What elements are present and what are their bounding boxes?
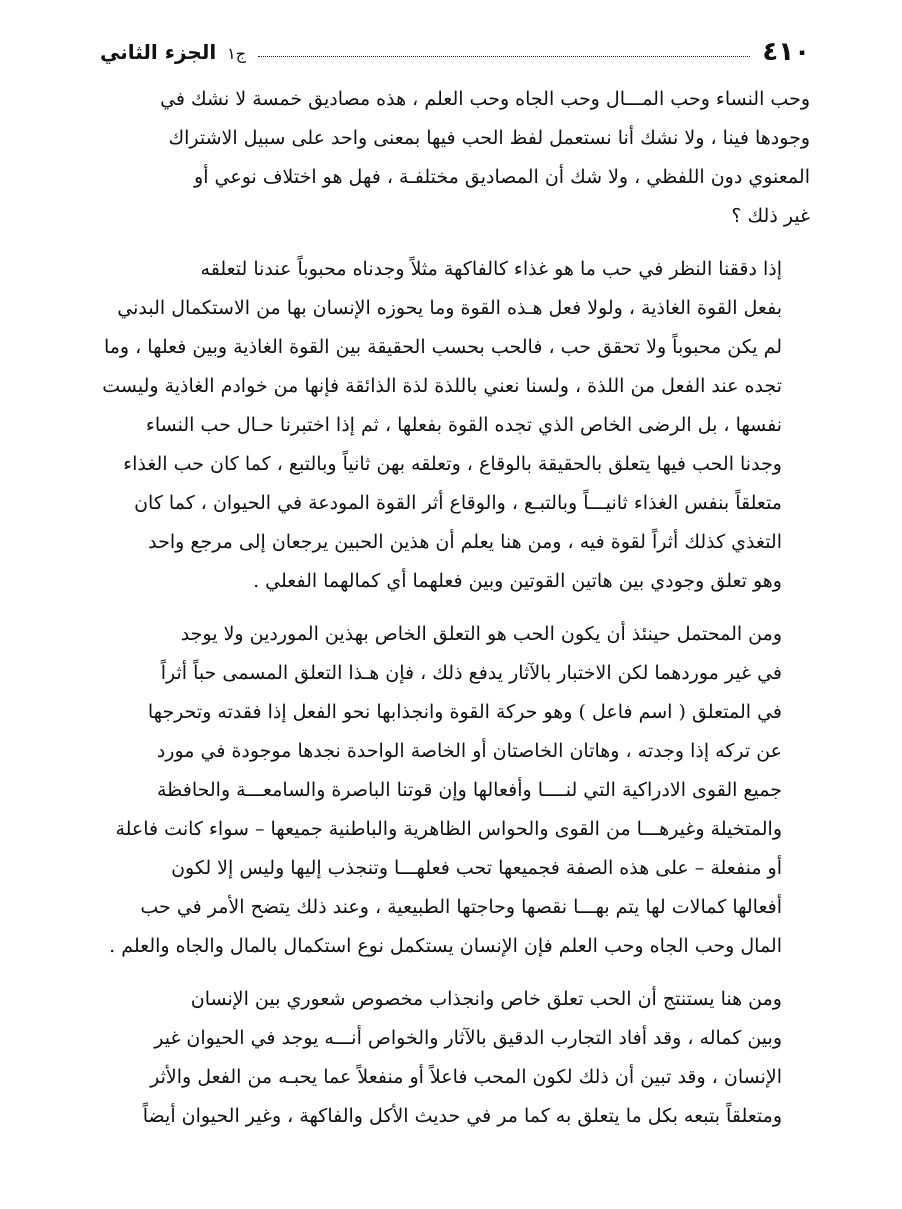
text-line: إذا دققنا النظر في حب ما هو غذاء كالفاكهة مثلاً وجدناه محبوباً عندنا لتعلقه xyxy=(200,258,782,280)
paragraph xyxy=(100,980,810,1136)
book-page xyxy=(100,30,810,1136)
text-line: عن تركه إذا وجدته ، وهاتان الخاصتان أو الخاصة الواحدة نجدها موجودة في مورد xyxy=(156,740,782,762)
text-line: في المتعلق ( اسم فاعل ) وهو حركة القوة وانجذابها نحو الفعل إذا فقدته وتحرجها xyxy=(147,701,782,723)
text-line: ومن المحتمل حينئذ أن يكون الحب هو التعلق الخاص بهذين الموردين ولا يوجد xyxy=(180,623,782,645)
text-line: وهو تعلق وجودي بين هاتين القوتين وبين فعلهما أي كمالهما الفعلي . xyxy=(253,570,782,592)
text-line: الإنسان ، وقد تبين أن ذلك لكون المحب فاعلاً أو منفعلاً عما يحبـه من الفعل والأثر xyxy=(150,1066,782,1088)
paragraph xyxy=(100,250,810,601)
paragraph xyxy=(100,615,810,966)
text-line: أو منفعلة – على هذه الصفة فجميعها تحب فعلهـــا وتنجذب إليها وليس إلا لكون xyxy=(171,857,782,879)
part-title: الجزء الثاني xyxy=(100,40,217,64)
text-line: في غير موردهما لكن الاختبار بالآثار يدفع ذلك ، فإن هـذا التعلق المسمى حباً أثراً xyxy=(160,662,782,684)
page-body xyxy=(100,80,810,1136)
paragraph xyxy=(100,80,810,236)
text-line: بفعل القوة الغاذية ، ولولا فعل هـذه القوة وما يحوزه الإنسان بها من الاستكمال البدني xyxy=(117,297,782,319)
volume-label: ج١ xyxy=(227,44,247,63)
text-line: المال وحب الجاه وحب العلم فإن الإنسان يستكمل نوع استكمال بالمال والجاه والعلم . xyxy=(109,935,782,957)
text-line: غير ذلك ؟ xyxy=(731,205,810,227)
text-line: ومتعلقاً بتبعه بكل ما يتعلق به كما مر في حديث الأكل والفاكهة ، وغير الحيوان أيضاً xyxy=(142,1105,782,1127)
text-line: وحب النساء وحب المـــال وحب الجاه وحب العلم ، هذه مصاديق خمسة لا نشك في xyxy=(160,88,810,110)
text-line: التغذي كذلك أثراً لقوة فيه ، ومن هنا يعلم أن هذين الحبين يرجعان إلى مرجع واحد xyxy=(148,531,782,553)
header-dotted-rule xyxy=(258,56,750,57)
text-line: وجدنا الحب فيها يتعلق بالحقيقة بالوقاع ، وتعلقه بهن ثانياً وبالتبع ، كما كان حب الغذاء xyxy=(123,453,782,475)
text-line: والمتخيلة وغيرهـــا من القوى والحواس الظاهرية والباطنية جميعها – سواء كانت فاعلة xyxy=(115,818,782,840)
text-line: أفعالها كمالات لها يتم بهـــا نقصها وحاجتها الطبيعية ، وعند ذلك يتضح الأمر في حب xyxy=(140,896,782,918)
text-line: ومن هنا يستنتج أن الحب تعلق خاص وانجذاب مخصوص شعوري بين الإنسان xyxy=(190,988,782,1010)
text-line: جميع القوى الادراكية التي لنــــا وأفعالها وإن قوتنا الباصرة والسامعـــة والحافظة xyxy=(156,779,782,801)
text-line: وبين كماله ، وقد أفاد التجارب الدقيق بالآثار والخواص أنـــه يوجد في الحيوان غير xyxy=(154,1027,782,1049)
text-line: تجده عند الفعل من اللذة ، ولسنا نعني باللذة لذة الذائقة فإنها من خوادم الغاذية وليست xyxy=(102,375,782,397)
text-line: لم يكن محبوباً ولا تحقق حب ، فالحب بحسب الحقيقة بين القوة الغاذية وبين فعلها ، وما xyxy=(103,336,782,358)
text-line: وجودها فينا ، ولا نشك أنا نستعمل لفظ الحب فيها بمعنى واحد على سبيل الاشتراك xyxy=(168,127,810,149)
text-line: نفسها ، بل الرضى الخاص الذي تجده القوة بفعلها ، ثم إذا اختبرنا حـال حب النساء xyxy=(145,414,782,436)
page-header xyxy=(100,30,810,74)
running-header xyxy=(100,40,246,64)
page-number: ٤١٠ xyxy=(762,37,810,67)
text-line: متعلقاً بنفس الغذاء ثانيـــاً وبالتبـع ، والوقاع أثر القوة المودعة في الحيوان ، كما كان xyxy=(134,492,782,514)
text-line: المعنوي دون اللفظي ، ولا شك أن المصاديق مختلفـة ، فهل هو اختلاف نوعي أو xyxy=(194,166,810,188)
